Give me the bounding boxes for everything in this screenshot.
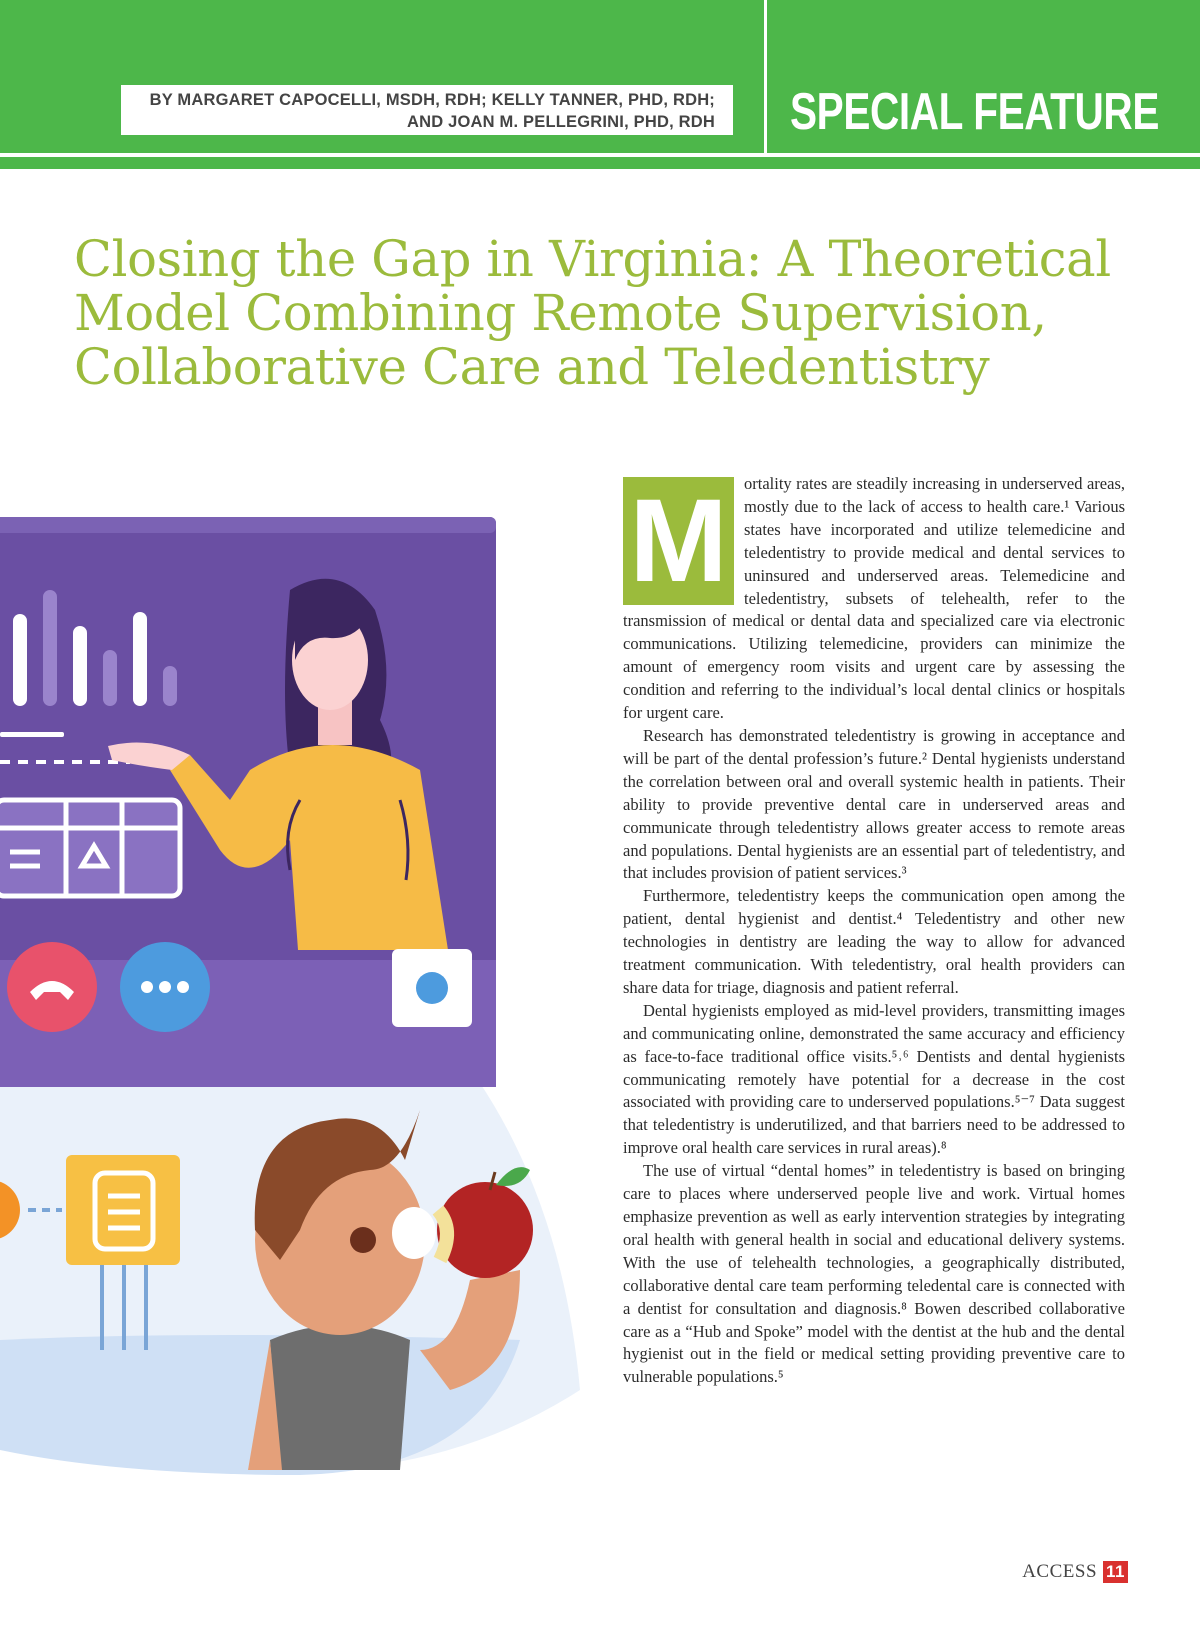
article-title (74, 232, 1154, 394)
section-label: SPECIAL FEATURE (790, 83, 1160, 141)
header-bottom-strip (0, 157, 1200, 169)
slide-line (0, 732, 64, 737)
header-divider (764, 0, 767, 153)
article-paragraph-3: Furthermore, teledentistry keeps the communication open among the patient, dental hygienist and dentist.⁴ Teledentistry and other new technologies in dentistry are leading the way to allow for advanced treatment communication. With teledentistry, oral health providers can share data for triage, diagnosis and patient referral. (623, 886, 1125, 997)
publication-name: ACCESS (1022, 1561, 1098, 1582)
page-number: 11 (1103, 1561, 1128, 1583)
title-line-1: Closing the Gap in Virginia: A Theoretical (74, 230, 1111, 288)
drop-cap: M (623, 477, 734, 605)
page-footer (1022, 1561, 1128, 1583)
article-body (623, 473, 1125, 1389)
title-line-3: Collaborative Care and Teledentistry (74, 338, 990, 396)
article-paragraph-2: Research has demonstrated teledentistry is growing in acceptance and will be part of the dental profession’s future.² Dental hygienists understand the correlation between oral and overall systemic health in patients. Their ability to provide preventive dental care in underserved areas and communicate through teledentistry allows greater access to remote areas and populations. Dental hygienists are an essential part of teledentistry, and that includes provision of patient services.³ (623, 725, 1125, 883)
title-line-2: Model Combining Remote Supervision, (74, 284, 1047, 342)
table-graphic (0, 800, 180, 896)
byline (121, 85, 733, 135)
video-window-header (0, 517, 496, 533)
teledentistry-illustration (0, 470, 600, 1530)
record-dot-icon (416, 972, 448, 1004)
byline-line-1: BY MARGARET CAPOCELLI, MSDH, RDH; KELLY TANNER, PHD, RDH; (149, 91, 715, 109)
article-paragraph-1: ortality rates are steadily increasing in underserved areas, mostly due to the lack of access to health care.¹ Various states have incorporated and utilize telemedicine and teledentistry to provide medical and dental services to uninsured and underserved areas. Telemedicine and teledentistry, subsets of telehealth, refer to the transmission of medical or dental data and specialized care via electronic communications. Utilizing telemedicine, providers can minimize the amount of emergency room visits and urgent care by assessing the condition and referring to the individual’s local dental clinics or hospitals for urgent care. (623, 474, 1125, 723)
byline-line-2: AND JOAN M. PELLEGRINI, PHD, RDH (406, 113, 715, 131)
article-paragraph-5: The use of virtual “dental homes” in teledentistry is based on bringing care to places where underserved people live and work. Virtual homes emphasize prevention as well as early intervention strategies by integrating oral health with general health in social and educational delivery systems. With the use of telehealth technologies, a geographically distributed, collaborative dental care team performing teledental care is connected with a dentist for consultation and diagnosis.⁸ Bowen described collaborative care as a “Hub and Spoke” model with the dentist at the hub and the dental hygienist out in the field or medical setting providing preventive care to vulnerable populations.⁵ (623, 1161, 1125, 1387)
article-paragraph-4: Dental hygienists employed as mid-level providers, transmitting images and communicating online, demonstrated the same accuracy and efficiency as face-to-face traditional office visits.⁵˒⁶ Dentists and dental hygienists communicating remotely have potential for a decrease in the cost associated with providing care to underserved populations.⁵⁻⁷ Data suggest that teledentistry is underutilized, and that barriers need to be addressed to improve oral health care services in rural areas).⁸ (623, 1000, 1125, 1158)
more-dots-icon (141, 981, 189, 993)
